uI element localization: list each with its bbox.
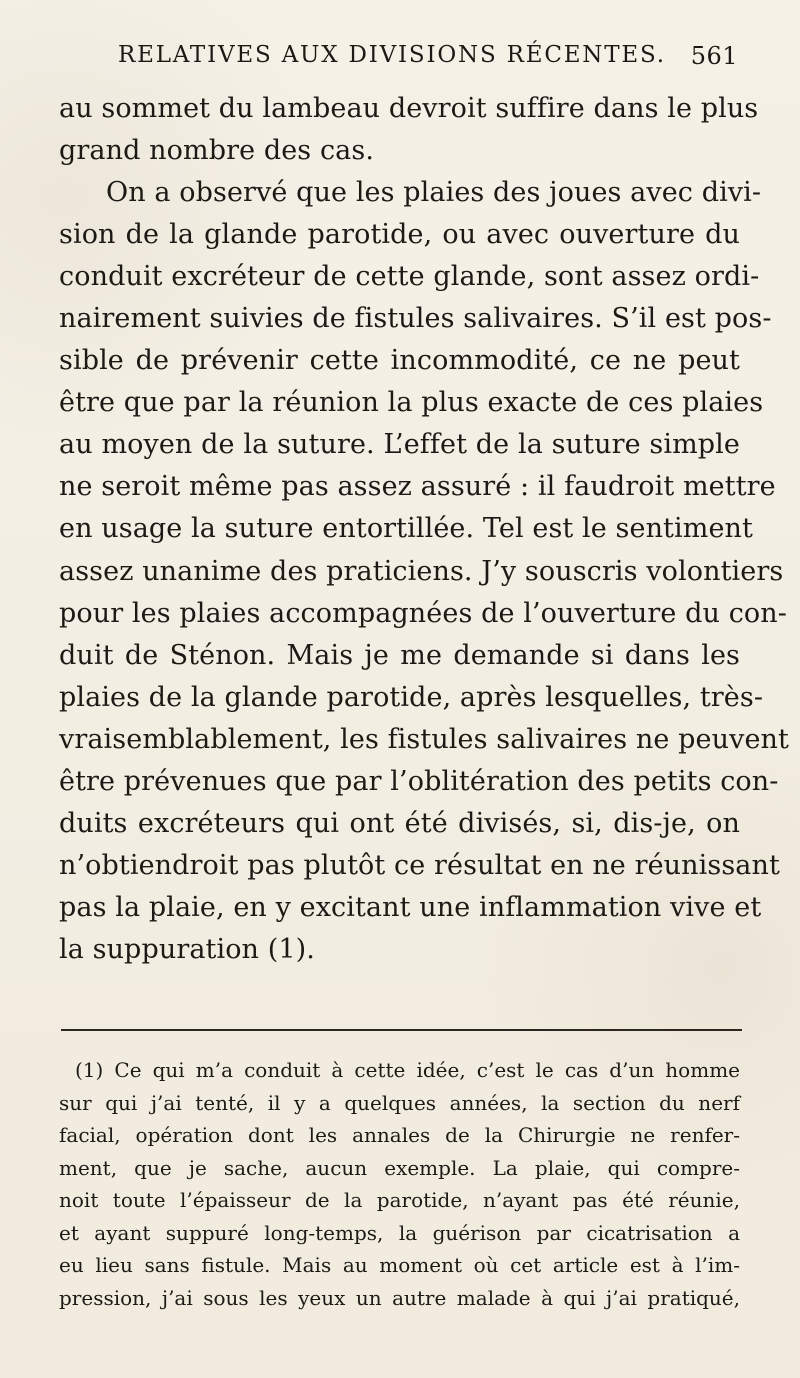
text-line: pas la plaie, en y excitant une inflammation vive et — [59, 891, 762, 923]
footnote-line: sur qui j’ai tenté, il y a quelques années, la section du nerf — [59, 1090, 740, 1115]
text-line: n’obtiendroit pas plutôt ce résultat en ne réunissant — [59, 849, 780, 881]
text-line: être que par la réunion la plus exacte de ces plaies — [59, 387, 764, 419]
text-line: au sommet du lambeau devroit suffire dans le plus — [59, 93, 759, 124]
footnote-line: facial, opération dont les annales de la Chirurgie ne renfer- — [59, 1123, 740, 1147]
page-number: 561 — [690, 42, 738, 70]
footnote-line: et ayant suppuré long-temps, la guérison par cicatrisation a — [59, 1220, 740, 1245]
text-line: pour les plaies accompagnées de l’ouverture du con- — [59, 597, 787, 629]
text-line: On a observé que les plaies des joues avec divi- — [106, 177, 762, 209]
text-line: assez unanime des praticiens. J’y souscris volontiers — [59, 555, 784, 587]
text-line: au moyen de la suture. L’effet de la suture simple — [59, 429, 740, 461]
text-line: plaies de la glande parotide, après lesquelles, très- — [59, 681, 764, 713]
footnote-line: ment, que je sache, aucun exemple. La plaie, qui compre- — [59, 1155, 740, 1180]
text-line: grand nombre des cas. — [59, 135, 374, 167]
text-line: ne seroit même pas assez assuré : il faudroit mettre — [59, 471, 776, 503]
text-line: conduit excréteur de cette glande, sont assez ordi- — [59, 261, 760, 293]
running-title: RELATIVES AUX DIVISIONS RÉCENTES. — [118, 42, 666, 68]
text-line: duits excréteurs qui ont été divisés, si, dis-je, on — [59, 807, 740, 839]
page-header — [118, 42, 738, 82]
text-line: en usage la suture entortillée. Tel est le sentiment — [59, 513, 753, 545]
main-text — [59, 88, 789, 971]
text-line: sion de la glande parotide, ou avec ouverture du — [59, 219, 740, 251]
footnote-divider — [61, 1029, 742, 1031]
footnote-line: (1) Ce qui m’a conduit à cette idée, c’est le cas d’un homme — [75, 1058, 740, 1082]
footnote-line: pression, j’ai sous les yeux un autre malade à qui j’ai pratiqué, — [59, 1285, 740, 1310]
text-line: être prévenues que par l’oblitération des petits con- — [59, 765, 779, 797]
text-line: vraisemblablement, les fistules salivaires ne peuvent — [59, 723, 789, 755]
text-line: duit de Sténon. Mais je me demande si dans les — [59, 639, 740, 671]
footnote-line: noit toute l’épaisseur de la parotide, n’ayant pas été réunie, — [59, 1188, 740, 1212]
text-line: la suppuration (1). — [59, 933, 315, 965]
footnotes — [59, 1054, 740, 1314]
footnote-line: eu lieu sans fistule. Mais au moment où cet article est à l’im- — [59, 1253, 740, 1277]
text-line: nairement suivies de fistules salivaires. S’il est pos- — [59, 303, 772, 335]
text-line: sible de prévenir cette incommodité, ce ne peut — [59, 345, 740, 377]
